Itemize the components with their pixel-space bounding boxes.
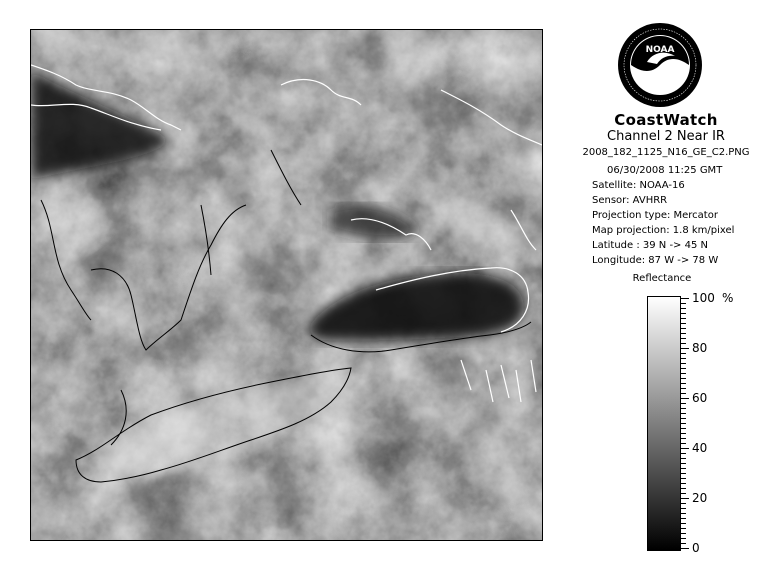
colorbar-tick-label: 60 [692, 391, 708, 405]
date-time: 06/30/2008 11:25 GMT [607, 165, 723, 176]
colorbar-tick [681, 343, 686, 344]
colorbar-tick [681, 418, 686, 419]
product-title: CoastWatch [614, 111, 718, 129]
legend-unit: % [722, 291, 734, 305]
colorbar-tick [681, 533, 686, 534]
colorbar-tick [681, 408, 686, 409]
colorbar-tick [681, 358, 686, 359]
channel-name: Channel 2 Near IR [607, 129, 725, 144]
colorbar-tick [681, 528, 686, 529]
colorbar-tick [681, 333, 686, 334]
sensor-info: Sensor: AVHRR [592, 195, 668, 206]
colorbar-tick-label: 100 [692, 291, 715, 305]
satellite-image [30, 29, 543, 541]
colorbar-tick [681, 518, 686, 519]
colorbar-tick-label: 20 [692, 491, 708, 505]
colorbar-tick [681, 438, 686, 439]
latitude-range: Latitude : 39 N -> 45 N [592, 240, 708, 251]
legend-title: Reflectance [632, 273, 692, 284]
colorbar-tick [681, 378, 686, 379]
longitude-range: Longitude: 87 W -> 78 W [592, 255, 719, 266]
colorbar-tick [681, 338, 686, 339]
colorbar-tick [681, 353, 686, 354]
colorbar-tick [681, 433, 686, 434]
colorbar-tick [681, 303, 686, 304]
colorbar-tick [681, 538, 686, 539]
reflectance-colorbar [647, 296, 681, 551]
colorbar-tick [681, 478, 686, 479]
colorbar-tick [681, 373, 686, 374]
projection-type: Projection type: Mercator [592, 210, 718, 221]
colorbar-tick [681, 423, 686, 424]
colorbar-tick [681, 458, 686, 459]
colorbar-tick [681, 463, 686, 464]
colorbar-tick [681, 493, 686, 494]
colorbar-tick [681, 413, 686, 414]
colorbar-tick [681, 513, 686, 514]
colorbar-tick [681, 453, 686, 454]
colorbar-tick [681, 543, 686, 544]
colorbar-tick [681, 363, 686, 364]
colorbar-tick [681, 508, 686, 509]
colorbar-tick [681, 403, 686, 404]
colorbar-tick [681, 298, 689, 299]
map-projection: Map projection: 1.8 km/pixel [592, 225, 735, 236]
colorbar-tick [681, 383, 686, 384]
colorbar-tick [681, 348, 689, 349]
colorbar-tick [681, 523, 686, 524]
colorbar-tick [681, 503, 686, 504]
colorbar-tick [681, 483, 686, 484]
noaa-logo-text: NOAA [645, 45, 675, 55]
colorbar-tick [681, 548, 689, 549]
colorbar-tick [681, 388, 686, 389]
colorbar-tick [681, 468, 686, 469]
colorbar-tick [681, 398, 689, 399]
colorbar-tick [681, 428, 686, 429]
colorbar-tick [681, 368, 686, 369]
satellite-info: Satellite: NOAA-16 [592, 180, 685, 191]
file-name: 2008_182_1125_N16_GE_C2.PNG [582, 147, 750, 158]
colorbar-tick-label: 80 [692, 341, 708, 355]
noaa-logo [617, 22, 703, 108]
colorbar-tick [681, 318, 686, 319]
colorbar-tick-label: 0 [692, 541, 700, 555]
colorbar-tick [681, 443, 686, 444]
colorbar-tick [681, 393, 686, 394]
colorbar-tick [681, 308, 686, 309]
colorbar-tick-label: 40 [692, 441, 708, 455]
colorbar-tick [681, 313, 686, 314]
colorbar-tick [681, 473, 686, 474]
colorbar-tick [681, 328, 686, 329]
colorbar-tick [681, 448, 689, 449]
colorbar-tick [681, 323, 686, 324]
colorbar-tick [681, 498, 689, 499]
colorbar-tick [681, 488, 686, 489]
